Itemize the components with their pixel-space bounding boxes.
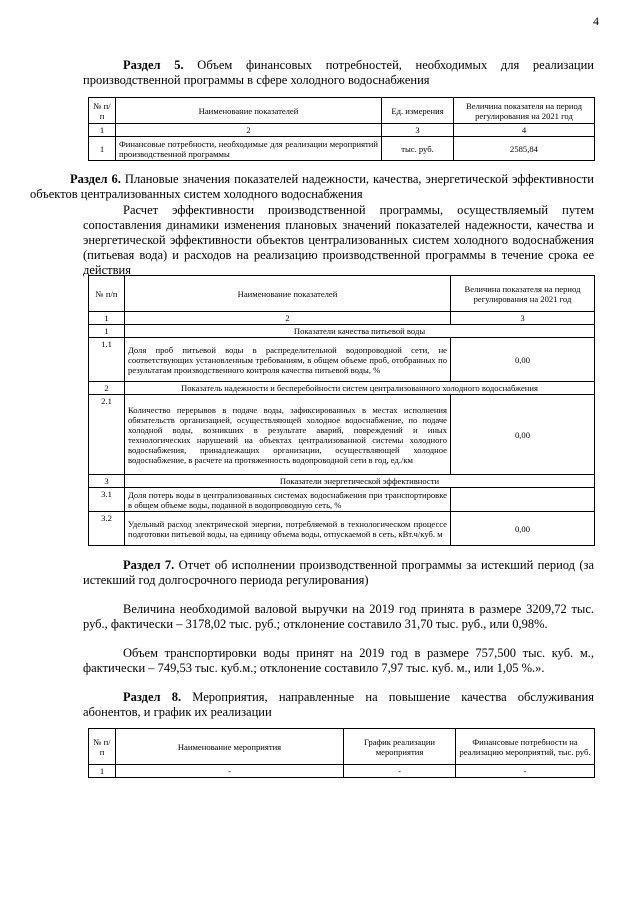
group-num: 2 (89, 382, 125, 395)
row-value: 0,00 (451, 395, 595, 475)
row-value: 0,00 (451, 338, 595, 382)
section-7-paragraph-2: Объем транспортировки воды принят на 2019 год в размере 757,500 тыс. куб. м., фактически – 749,53 тыс. куб.м.; отклонение составило 7,97 тыс. куб. м., или 1,05 %.». (83, 646, 594, 675)
row-num: 3.2 (89, 512, 125, 546)
section-8-title-text: Мероприятия, направленные на повышение качества обслуживания абонентов, и график их реализации (83, 690, 595, 719)
section-6-table (88, 275, 595, 546)
header-value: Величина показателя на период регулирования на 2021 год (451, 276, 595, 312)
row-name: Количество перерывов в подаче воды, зафиксированных в местах исполнения обязательств организацией, осуществляющей холодное водоснабжение, по подаче холодной воды, возникших в результате аварий, повреждений и иных технологических нарушений на объектах централизованной системы холодного водоснабжения, принадлежащих организации, осуществляющей холодное водоснабжение, в расчете на протяженность водопроводной сети в год, ед./км (125, 395, 451, 475)
header-num: № п/п (89, 729, 116, 765)
section-8-table (88, 728, 595, 778)
section-6-paragraph: Расчет эффективности производственной программы, осуществляемый путем сопоставления динамики изменения плановых значений показателей надежности, качества и энергетической эффективности объектов централизованных систем холодного водоснабжения (питьевая вода) и расходов на реализацию производственной программы в течение срока ее действия (83, 203, 594, 277)
table-row (89, 325, 595, 338)
row-unit: тыс. руб. (382, 137, 454, 161)
header-num: № п/п (89, 276, 125, 312)
col-number: 2 (125, 312, 451, 325)
section-5-title-text: Объем финансовых потребностей, необходимых для реализации производственной программы в сфере холодного водоснабжения (83, 58, 594, 87)
col-number: 1 (89, 124, 116, 137)
row-name: Финансовые потребности, необходимые для реализации мероприятий производственной программы (116, 137, 382, 161)
group-num: 3 (89, 475, 125, 488)
section-5-title (83, 58, 594, 88)
row-name: Удельный расход электрической энергии, потребляемой в технологическом процессе подготовки питьевой воды, на единицу объема воды, отпускаемой в сеть, кВт.ч/куб. м (125, 512, 451, 546)
section-7-heading: Раздел 7. (123, 558, 175, 572)
col-number: 3 (382, 124, 454, 137)
section-7-title-text: Отчет об исполнении производственной программы за истекший период (за истекший год долгосрочного периода регулирования) (83, 558, 594, 587)
row-schedule: - (344, 765, 456, 778)
group-title: Показатель надежности и бесперебойности систем централизованного холодного водоснабжения (125, 382, 595, 395)
section-6-title (30, 172, 594, 202)
header-unit: Ед. измерения (382, 98, 454, 124)
section-5-heading: Раздел 5. (123, 58, 184, 72)
table-row (89, 338, 595, 382)
section-7-title (83, 558, 594, 588)
page-number: 4 (593, 14, 599, 28)
header-financial: Финансовые потребности на реализацию мероприятий, тыс. руб. (456, 729, 595, 765)
table-row (89, 137, 595, 161)
row-name: Доля потерь воды в централизованных системах водоснабжения при транспортировке в общем объеме воды, поданной в водопроводную сеть, % (125, 488, 451, 512)
row-value (451, 488, 595, 512)
row-num: 1 (89, 765, 116, 778)
header-schedule: График реализации мероприятия (344, 729, 456, 765)
group-num: 1 (89, 325, 125, 338)
header-name: Наименование мероприятия (116, 729, 344, 765)
row-num: 3.1 (89, 488, 125, 512)
group-title: Показатели энергетической эффективности (125, 475, 595, 488)
row-financial: - (456, 765, 595, 778)
col-number: 3 (451, 312, 595, 325)
section-8-title (83, 690, 594, 720)
section-6-heading: Раздел 6. (70, 172, 121, 186)
row-name: Доля проб питьевой воды в распределительной водопроводной сети, не соответствующих установленным требованиям, в общем объеме проб, отобранных по результатам производственного контроля качества питьевой воды, % (125, 338, 451, 382)
header-value: Величина показателя на период регулирования на 2021 год (454, 98, 595, 124)
header-num: № п/п (89, 98, 116, 124)
section-6-title-text: Плановые значения показателей надежности, качества, энергетической эффективности объектов централизованных систем холодного водоснабжения (30, 172, 594, 201)
row-num: 1.1 (89, 338, 125, 382)
group-title: Показатели качества питьевой воды (125, 325, 595, 338)
col-number: 2 (116, 124, 382, 137)
row-num: 1 (89, 137, 116, 161)
section-5-table (88, 97, 595, 161)
row-value: 2585,84 (454, 137, 595, 161)
section-8-heading: Раздел 8. (123, 690, 182, 704)
table-row (89, 488, 595, 512)
col-number: 4 (454, 124, 595, 137)
table-row (89, 765, 595, 778)
section-7-paragraph-1: Величина необходимой валовой выручки на 2019 год принята в размере 3209,72 тыс. руб., фактически – 3178,02 тыс. руб.; отклонение составило 31,70 тыс. руб., или 0,98%. (83, 602, 594, 631)
table-row (89, 512, 595, 546)
header-name: Наименование показателей (125, 276, 451, 312)
row-name: - (116, 765, 344, 778)
row-num: 2.1 (89, 395, 125, 475)
table-row (89, 382, 595, 395)
col-number: 1 (89, 312, 125, 325)
row-value: 0,00 (451, 512, 595, 546)
header-name: Наименование показателей (116, 98, 382, 124)
table-row (89, 395, 595, 475)
table-row (89, 475, 595, 488)
